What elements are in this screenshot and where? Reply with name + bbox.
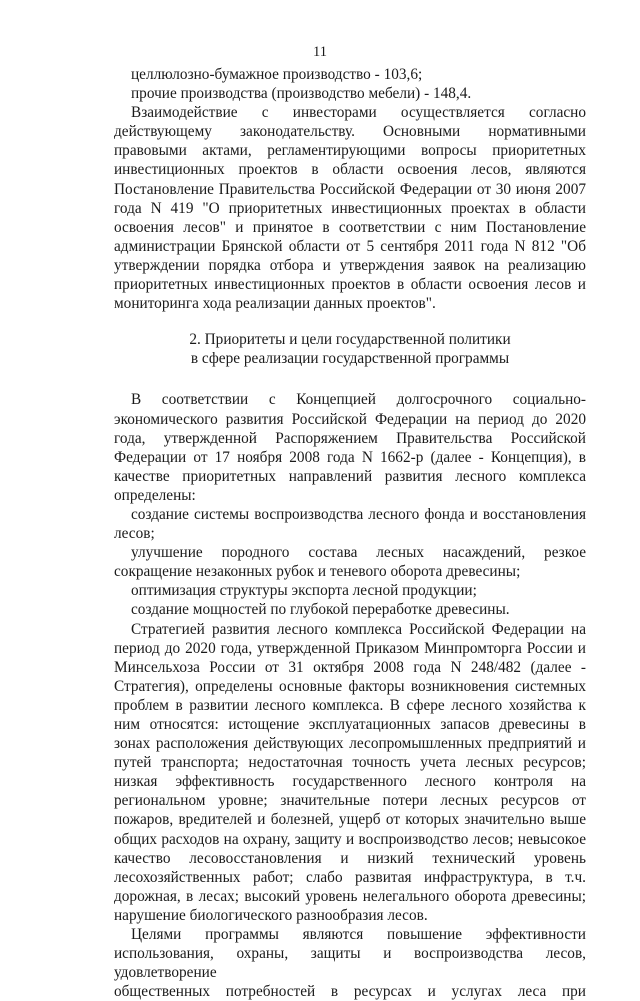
page-number: 11 — [313, 44, 327, 60]
list-item: прочие производства (производство мебели) - 148,4. — [131, 85, 472, 103]
list-item: оптимизация структуры экспорта лесной продукции; — [131, 582, 477, 600]
paragraph-line: использования, охраны, защиты и воспроизводства лесов, удовлетворение — [114, 945, 586, 982]
paragraph: действующему законодательству. Основными нормативными правовыми актами, регламентирующими вопросы приоритетных инвестиционных проектов в области освоения лесов, являются Постановление Правительства Российской Федерации от 30 июня 2007 года N 419 "О приоритетных инвестиционных проектах в области освоения лесов" и принятое в соответствии с ним Постановление администрации Брянской области от 5 сентября 2011 года N 812 "Об утверждении порядка отбора и утверждения заявок на реализацию приоритетных инвестиционных проектов в области освоения лесов и мониторинга хода реализации данных проектов". — [114, 123, 586, 313]
paragraph-first-line: В соответствии с Концепцией долгосрочного социально- — [131, 391, 586, 409]
section-heading: 2. Приоритеты и цели государственной политики — [189, 331, 511, 349]
list-item: создание мощностей по глубокой переработке древесины. — [131, 601, 510, 619]
paragraph: экономического развития Российской Федерации на период до 2020 года, утвержденной Распоряжением Правительства Российской Федерации от 17 ноября 2008 года N 1662-р (далее - Концепция), в качестве приоритетных направлений развития лесного комплекса определены: — [114, 410, 586, 504]
paragraph: Стратегией развития лесного комплекса Российской Федерации на период до 2020 года, утвержденной Приказом Минпромторга России и Минсельхоза России от 31 октября 2008 года N 248/482 (далее - Стратегия), определены основные факторы возникновения системных проблем в развитии лесного комплекса. В сфере лесного хозяйства к ним относятся: истощение эксплуатационных запасов древесины в зонах расположения действующих лесопромышленных предприятий и путей транспорта; недостаточная точность учета лесных ресурсов; низкая эффективность государственного лесного контроля на региональном уровне; значительные потери лесных ресурсов от пожаров, вредителей и болезней, ущерб от которых значительно выше общих расходов на охрану, защиту и воспроизводство лесов; невысокое качество лесовосстановления и низкий технический уровень лесохозяйственных работ; слабо развитая инфраструктура, в т.ч. дорожная, в лесах; высокий уровень нелегального оборота древесины; нарушение биологического разнообразия лесов. — [114, 620, 586, 924]
paragraph-first-line: Взаимодействие с инвесторами осуществляется согласно — [131, 104, 586, 122]
section-heading-line2: в сфере реализации государственной программы — [190, 350, 510, 368]
paragraph-first-line: Целями программы являются повышение эффективности — [131, 926, 586, 944]
list-item: улучшение породного состава лесных насаждений, резкое сокращение незаконных рубок и теневого оборота древесины; — [114, 544, 586, 581]
paragraph-line: общественных потребностей в ресурсах и услугах леса при — [114, 983, 586, 1001]
list-item: создание системы воспроизводства лесного фонда и восстановления лесов; — [114, 505, 586, 543]
list-item: целлюлозно-бумажное производство - 103,6; — [131, 66, 423, 83]
document-body — [114, 65, 586, 1001]
